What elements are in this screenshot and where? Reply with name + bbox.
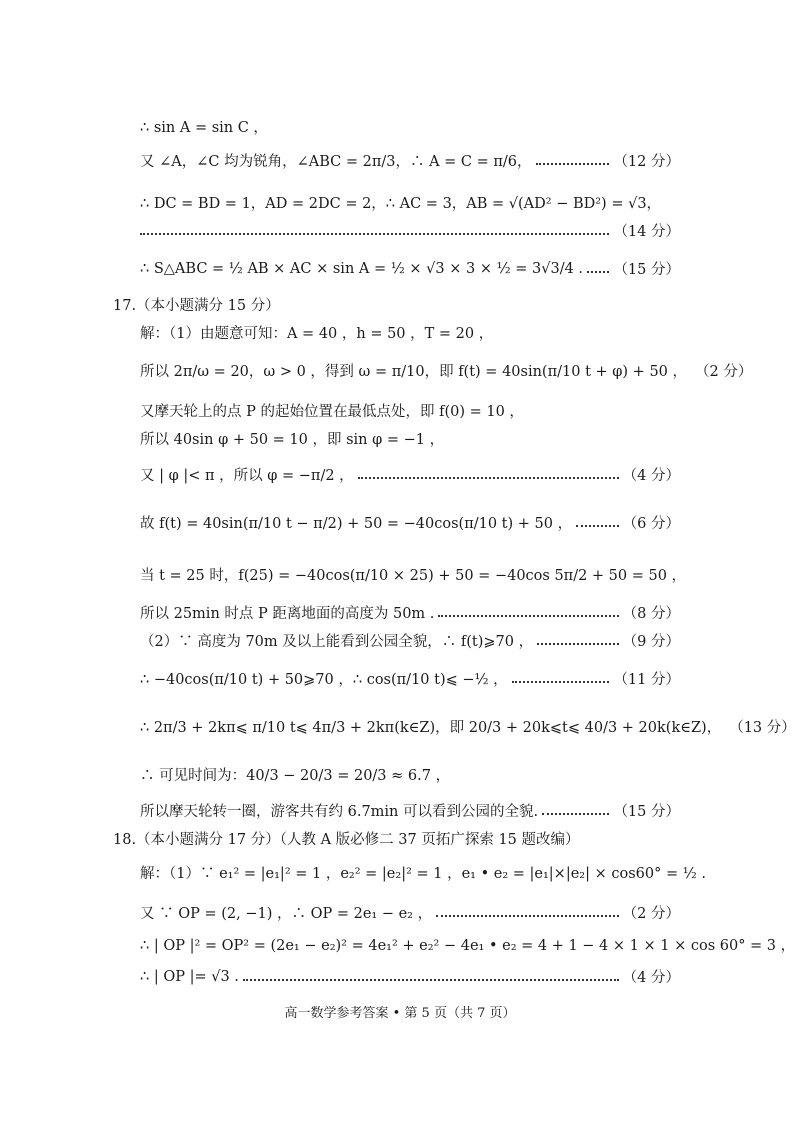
solution-line: 解：（1）∵ e₁² = |e₁|² = 1 ，e₂² = |e₂|² = 1 ，e₁ • e₂ = |e₁|×|e₂| × cos60° = ½ . bbox=[140, 866, 706, 882]
dot-leader bbox=[512, 681, 610, 683]
dot-leader bbox=[438, 615, 618, 617]
solution-line: 所以 40sin φ + 50 = 10 ，即 sin φ = −1 ， bbox=[140, 432, 445, 448]
solution-line: ∴ 2π/3 + 2kπ⩽ π/10 t⩽ 4π/3 + 2kπ(k∈Z)，即 20/3 + 20k⩽t⩽ 40/3 + 20k(k∈Z)， （13 分） bbox=[140, 716, 680, 737]
solution-line: 故 f(t) = 40sin(π/10 t − π/2) + 50 = −40cos(π/10 t) + 50 ， （6 分） bbox=[140, 512, 680, 533]
score-label: （6 分） bbox=[622, 516, 680, 532]
solution-line: （2）∵ 高度为 70m 及以上能看到公园全貌，∴ f(t)⩾70 ， （9 分） bbox=[140, 630, 680, 651]
page-footer: 高一数学参考答案 • 第 5 页（共 7 页） bbox=[284, 1006, 516, 1021]
solution-line: 又 ∵ OP = (2, −1) ，∴ OP = 2e₁ − e₂ ， （2 分） bbox=[140, 902, 680, 923]
solution-line: ∴ S△ABC = ½ AB × AC × sin A = ½ × √3 × 3 × ½ = 3√3/4 . （15 分） bbox=[140, 258, 680, 279]
solution-line bbox=[140, 220, 680, 241]
score-label: （12 分） bbox=[613, 154, 680, 170]
score-label: （15 分） bbox=[613, 804, 680, 820]
solution-line: ∴ DC = BD = 1，AD = 2DC = 2，∴ AC = 3，AB = √(AD² − BD²) = √3， bbox=[140, 196, 662, 212]
dot-leader bbox=[436, 915, 619, 917]
dot-leader bbox=[536, 163, 610, 165]
score-label: （8 分） bbox=[622, 606, 680, 622]
score-label: （4 分） bbox=[622, 970, 680, 986]
solution-line: ∴ sin A = sin C ， bbox=[140, 120, 268, 136]
solution-line: ∴ | OP |² = OP² = (2e₁ − e₂)² = 4e₁² + e₂² − 4e₁ • e₂ = 4 + 1 − 4 × 1 × 1 × cos 60° = 3 ， bbox=[140, 938, 796, 954]
score-label: （2 分） bbox=[622, 906, 680, 922]
score-label: （4 分） bbox=[622, 468, 680, 484]
dot-leader bbox=[537, 643, 619, 645]
dot-leader bbox=[140, 233, 609, 235]
dot-leader bbox=[243, 979, 619, 981]
dot-leader bbox=[358, 477, 619, 479]
score-label: （2 分） bbox=[695, 364, 753, 380]
solution-line: 解：（1）由题意可知：A = 40 ，h = 50 ，T = 20 ， bbox=[140, 326, 494, 342]
solution-line: ∴ | OP |= √3 . （4 分） bbox=[140, 966, 680, 987]
score-label: （11 分） bbox=[613, 672, 680, 688]
dot-leader bbox=[576, 525, 619, 527]
score-label: （14 分） bbox=[613, 224, 680, 240]
solution-line: 又 ∠A，∠C 均为锐角，∠ABC = 2π/3，∴ A = C = π/6， （12 分） bbox=[140, 150, 680, 171]
problem-heading: 17.（本小题满分 15 分） bbox=[113, 298, 280, 314]
solution-line: ∴ 可见时间为：40/3 − 20/3 = 20/3 ≈ 6.7 ， bbox=[140, 768, 451, 784]
solution-line: 当 t = 25 时，f(25) = −40cos(π/10 × 25) + 50 = −40cos 5π/2 + 50 = 50 ， bbox=[140, 568, 687, 584]
solution-line: 又 | φ |< π ，所以 φ = −π/2 ， （4 分） bbox=[140, 464, 680, 485]
solution-line: 所以 2π/ω = 20，ω > 0 ，得到 ω = π/10，即 f(t) = 40sin(π/10 t + φ) + 50 ， （2 分） bbox=[140, 360, 680, 381]
score-label: （9 分） bbox=[622, 634, 680, 650]
solution-line: ∴ −40cos(π/10 t) + 50⩾70 ，∴ cos(π/10 t)⩽ −½ ， （11 分） bbox=[140, 668, 680, 689]
solution-line: 所以摩天轮转一圈，游客共有约 6.7min 可以看到公园的全貌. （15 分） bbox=[140, 800, 680, 821]
score-label: （15 分） bbox=[613, 262, 680, 278]
score-label: （13 分） bbox=[729, 720, 796, 736]
problem-heading: 18.（本小题满分 17 分）（人教 A 版必修二 37 页拓广探索 15 题改编） bbox=[113, 832, 580, 848]
solution-line: 所以 25min 时点 P 距离地面的高度为 50m . （8 分） bbox=[140, 602, 680, 623]
dot-leader bbox=[587, 271, 609, 273]
solution-line: 又摩天轮上的点 P 的起始位置在最低点处，即 f(0) = 10 ， bbox=[140, 404, 524, 420]
dot-leader bbox=[542, 813, 609, 815]
